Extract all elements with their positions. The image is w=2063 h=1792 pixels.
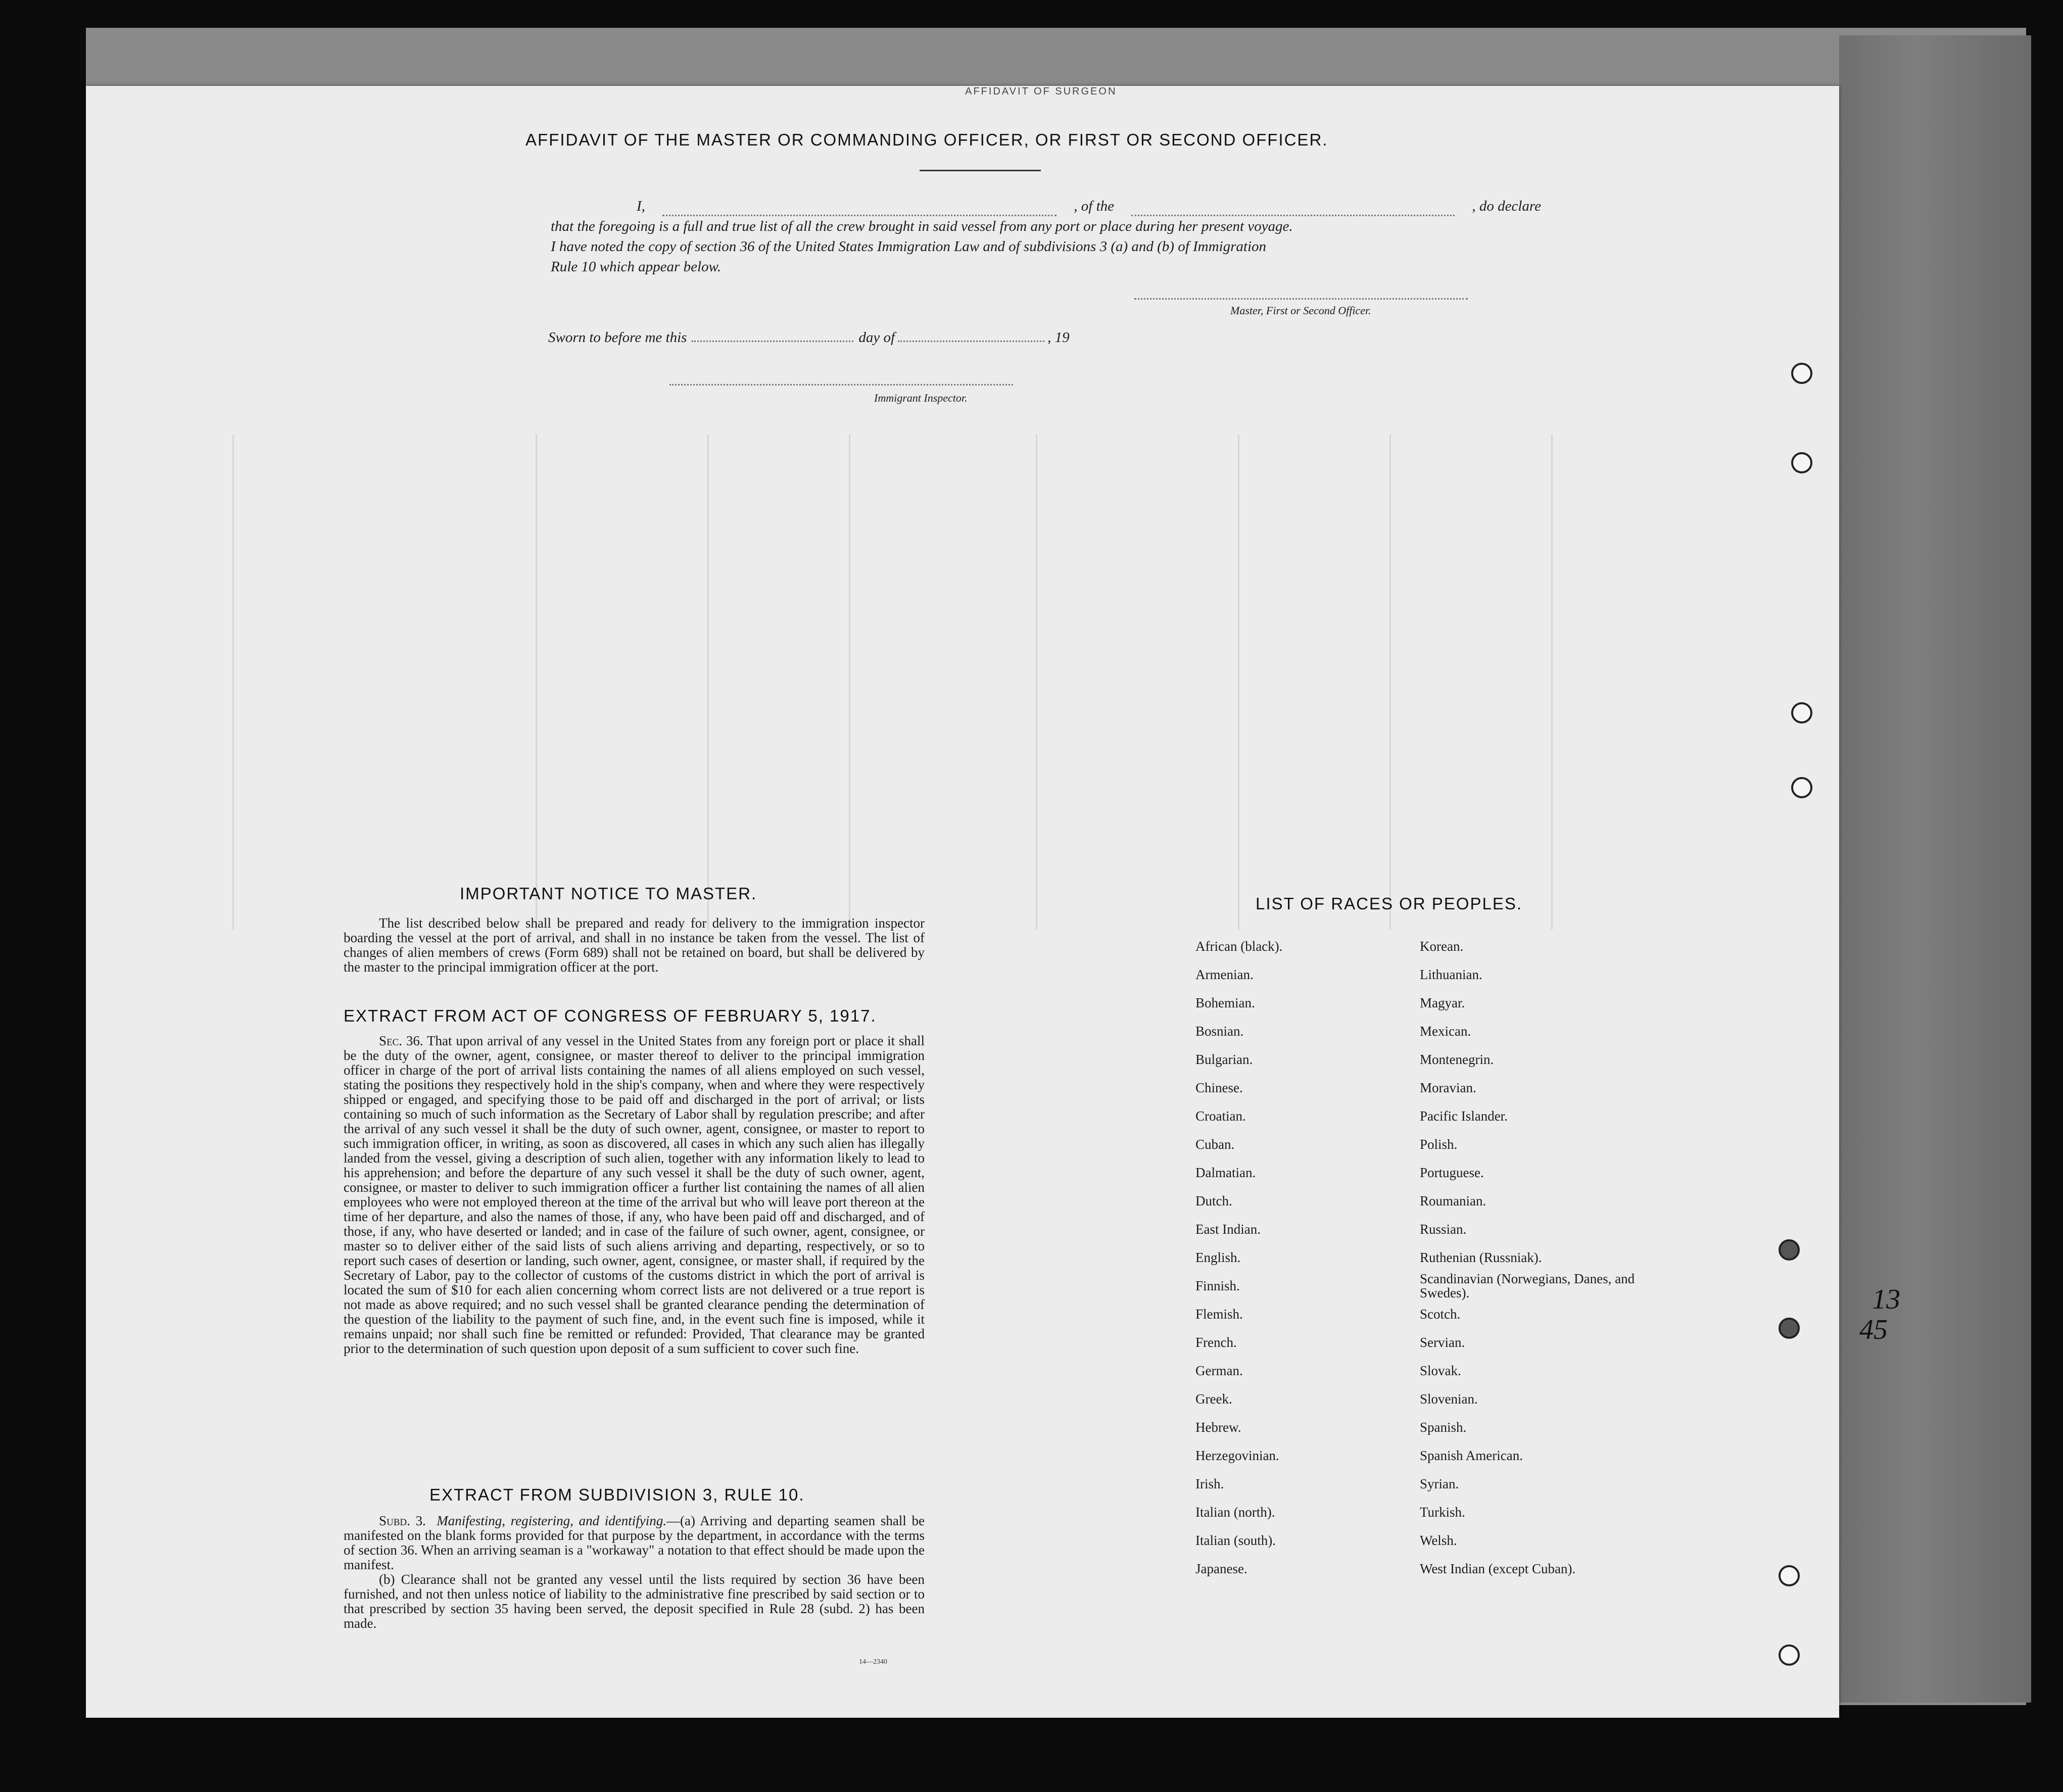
column-rule [1389, 434, 1391, 930]
race-item: Dalmatian. [1195, 1165, 1256, 1180]
column-rule [707, 434, 709, 930]
binder-hole [1791, 452, 1812, 473]
act-text-block [344, 1034, 925, 1356]
binder-hole [1791, 363, 1812, 384]
races-title: LIST OF RACES OR PEOPLES. [1256, 894, 1523, 913]
column-rule [536, 434, 537, 930]
race-item: Cuban. [1195, 1137, 1235, 1152]
i-label: I, [637, 198, 645, 214]
race-item: Moravian. [1420, 1080, 1476, 1095]
race-item: Scotch. [1420, 1306, 1461, 1322]
race-item: Italian (south). [1195, 1533, 1276, 1548]
race-item: Slovak. [1420, 1363, 1461, 1378]
column-rule [1238, 434, 1239, 930]
races-left-column [1195, 932, 1413, 1583]
race-item: Finnish. [1195, 1278, 1240, 1293]
subd-label: Subd. 3. [379, 1513, 426, 1528]
subd-heading: Manifesting, registering, and identifying. [437, 1513, 666, 1528]
year-label: , 19 [1047, 329, 1070, 346]
margin-note: 13 [1872, 1284, 1900, 1315]
column-rule [849, 434, 850, 930]
binder-hole [1779, 1239, 1800, 1261]
race-item: English. [1195, 1250, 1241, 1265]
race-item: Italian (north). [1195, 1505, 1275, 1520]
act-text: That upon arrival of any vessel in the United States from any foreign port or place it shall be the duty of the owner, agent, consignee, or master thereof to deliver to the principal immigration officer in charge of the port of arrival lists containing the names of all aliens employed on such vessel, stating the positions they respectively hold in the ship's company, when and where they were respectively shipped or engaged, and specifying those to be paid off and discharged in the port of arrival; or lists containing so much of such information as the Secretary of Labor shall by regulation prescribe; and after the arrival of any such vessel it shall be the duty of such owner, agent, consignee, or master to report to such immigration officer, in writing, as soon as discovered, all cases in which any such alien has illegally landed from the vessel, giving a description of such alien, together with any information likely to lead to his apprehension; and before the departure of any such vessel it shall be the duty of such owner, agent, consignee, or master to deliver to such immigration officer a further list containing the names of all alien employees who were not employed thereon at the time of the arrival but who will leave port thereon at the time of her departure, and also the names of those, if any, who have been paid off and discharged, and of those, if any, who have deserted or landed; and in case of the failure of such owner, agent, consignee, or master so to deliver either of the said lists of such aliens arriving and departing, respectively, or so to report such cases of desertion or landing, such owner, agent, consignee, or master shall, if required by the Secretary of Labor, pay to the collector of customs of the customs district in which the port of arrival is located the sum of $10 for each alien concerning whom correct lists are not delivered or a true report is not made as above required; and no such vessel shall be granted clearance pending the determination of the question of the liability to the payment of such fine, and, in the event such fine is imposed, while it remains unpaid; nor shall such fine be remitted or refunded: Provided, That clearance may be granted prior to the determination of such question upon deposit of a sum sufficient to cover such fine. [344, 1033, 925, 1356]
affidavit-title: AFFIDAVIT OF THE MASTER OR COMMANDING OFFICER, OR FIRST OR SECOND OFFICER. [525, 130, 1328, 149]
back-sheet-edge [1839, 35, 2031, 1703]
form-number: 14—2340 [859, 1658, 887, 1666]
binder-hole [1791, 702, 1812, 723]
binder-hole [1791, 777, 1812, 798]
binder-hole [1779, 1565, 1800, 1586]
affidavit-line-2: I have noted the copy of section 36 of the United States Immigration Law and of subdivisions 3 (a) and (b) of Immigration [551, 238, 1267, 255]
race-item: Lithuanian. [1420, 967, 1482, 982]
affidavit-line-1: that the foregoing is a full and true list of all the crew brought in said vessel from any port or place during her present voyage. [551, 218, 1293, 234]
race-item: Chinese. [1195, 1080, 1243, 1095]
race-item: Russian. [1420, 1222, 1467, 1237]
rule-text-a: —(a) Arriving and departing seamen shall be manifested on the blank forms provided for that purpose by the department, in accordance with the terms of section 36. When an arriving seaman is a "workaway" a notation to that effect should be made upon the manifest. [344, 1513, 925, 1572]
race-item: Dutch. [1195, 1193, 1232, 1208]
race-item: Scandinavian (Norwegians, Danes, and Swedes). [1420, 1271, 1635, 1300]
day-blank[interactable] [692, 341, 853, 342]
notice-text: The list described below shall be prepared and ready for delivery to the immigration inspector boarding the vessel at the port of arrival, and shall in no instance be taken from the vessel. The list of changes of alien members of crews (Form 689) shall not be retained on board, but shall be delivered by the master to the principal immigration officer at the port. [344, 915, 925, 975]
of-the-label: , of the [1074, 198, 1115, 214]
race-item: French. [1195, 1335, 1237, 1350]
race-item: Magyar. [1420, 995, 1465, 1010]
binder-hole [1779, 1318, 1800, 1339]
month-blank[interactable] [898, 341, 1044, 342]
rule-title: EXTRACT FROM SUBDIVISION 3, RULE 10. [429, 1485, 805, 1504]
race-item: Herzegovinian. [1195, 1448, 1279, 1463]
race-item: Bulgarian. [1195, 1052, 1253, 1067]
race-item: Korean. [1420, 939, 1464, 954]
race-item: African (black). [1195, 939, 1283, 954]
notice-title: IMPORTANT NOTICE TO MASTER. [460, 884, 757, 903]
race-item: Irish. [1195, 1476, 1224, 1491]
signer-label: Master, First or Second Officer. [1230, 304, 1371, 317]
race-item: German. [1195, 1363, 1243, 1378]
document-page [86, 86, 1839, 1718]
column-rule [232, 434, 234, 930]
race-item: Armenian. [1195, 967, 1254, 982]
race-item: Ruthenian (Russniak). [1420, 1250, 1542, 1265]
race-item: Slovenian. [1420, 1391, 1478, 1407]
race-item: Servian. [1420, 1335, 1465, 1350]
race-item: Spanish American. [1420, 1448, 1523, 1463]
column-rule [1551, 434, 1553, 930]
title-underline [920, 170, 1041, 171]
race-item: Syrian. [1420, 1476, 1459, 1491]
margin-note: 45 [1859, 1314, 1888, 1345]
do-declare-label: , do declare [1472, 198, 1541, 214]
sworn-line [548, 329, 1070, 346]
column-rule [1036, 434, 1037, 930]
race-item: Pacific Islander. [1420, 1108, 1508, 1124]
race-item: Bohemian. [1195, 995, 1255, 1010]
act-title: EXTRACT FROM ACT OF CONGRESS OF FEBRUARY 5, 1917. [344, 1006, 877, 1025]
race-item: Roumanian. [1420, 1193, 1486, 1208]
sec-label: Sec. 36. [379, 1033, 423, 1048]
affidavit-body [551, 196, 1541, 277]
rule-para-b: (b) Clearance shall not be granted any vessel until the lists required by section 36 have been furnished, and not then unless notice of liability to the administrative fine prescribed by said section or to that prescribed by section 35 having been served, the deposit specified in Rule 28 (subd. 2) has been made. [344, 1572, 925, 1631]
race-item: Spanish. [1420, 1420, 1467, 1435]
race-item: Flemish. [1195, 1306, 1243, 1322]
race-item: East Indian. [1195, 1222, 1261, 1237]
name-blank[interactable] [662, 196, 1057, 216]
race-item: Montenegrin. [1420, 1052, 1494, 1067]
rule-text-block [344, 1514, 925, 1631]
race-item: Croatian. [1195, 1108, 1246, 1124]
binder-hole [1779, 1644, 1800, 1666]
races-right-column [1420, 932, 1642, 1583]
signature-blank[interactable] [1134, 298, 1468, 300]
race-item: Polish. [1420, 1137, 1458, 1152]
affidavit-line-3: Rule 10 which appear below. [551, 259, 721, 275]
declare-line [551, 196, 1541, 216]
sworn-label: Sworn to before me this [548, 329, 687, 346]
race-item: Welsh. [1420, 1533, 1457, 1548]
race-item: Hebrew. [1195, 1420, 1241, 1435]
race-item: Mexican. [1420, 1024, 1471, 1039]
rule-para-a [344, 1514, 925, 1572]
race-item: Greek. [1195, 1391, 1232, 1407]
race-item: Turkish. [1420, 1505, 1465, 1520]
vessel-blank[interactable] [1131, 196, 1455, 216]
race-item: Bosnian. [1195, 1024, 1244, 1039]
faint-stamp: AFFIDAVIT OF SURGEON [965, 86, 1117, 97]
inspector-label: Immigrant Inspector. [874, 392, 968, 404]
race-item: Japanese. [1195, 1561, 1248, 1576]
race-item: West Indian (except Cuban). [1420, 1561, 1576, 1576]
inspector-blank[interactable] [669, 384, 1013, 385]
race-item: Portuguese. [1420, 1165, 1484, 1180]
day-of-label: day of [858, 329, 895, 346]
